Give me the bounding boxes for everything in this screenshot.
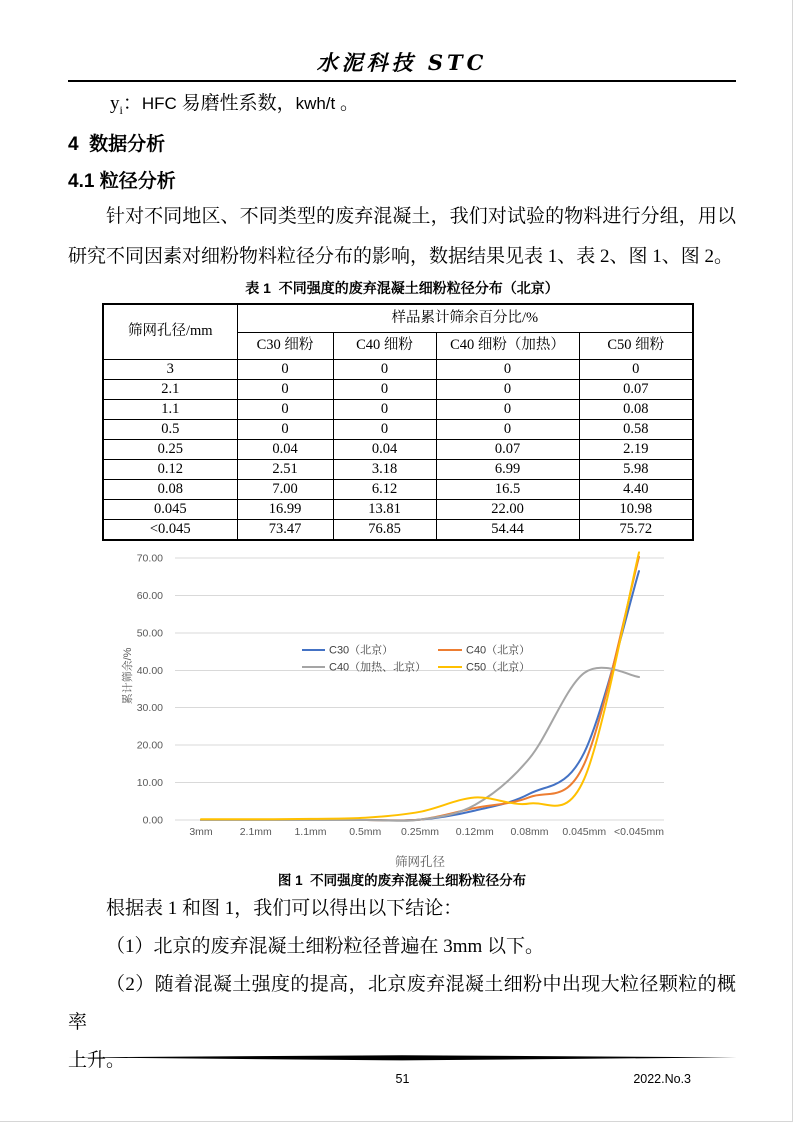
svg-text:2.1mm: 2.1mm <box>239 826 272 838</box>
column-header: C50 细粉 <box>579 332 693 359</box>
table-cell: 16.5 <box>436 479 579 499</box>
journal-title: 水泥科技 STC <box>316 50 488 75</box>
section-heading: 4 数据分析 <box>68 133 166 155</box>
table-cell: 0.04 <box>237 439 333 459</box>
table-cell: 4.40 <box>579 479 693 499</box>
table-cell: 0 <box>436 399 579 419</box>
table-cell: 7.00 <box>237 479 333 499</box>
table-cell: 0 <box>333 379 436 399</box>
unit-kwht: kwh/t <box>295 94 336 113</box>
table-row <box>103 459 693 479</box>
row-header-mesh-size: 0.045 <box>103 499 237 519</box>
row-header-mesh-size: 3 <box>103 359 237 379</box>
table-cell: 0.07 <box>579 379 693 399</box>
conclusion-line: （2）随着混凝土强度的提高，北京废弃混凝土细粉中出现大粒径颗粒的概率 <box>68 974 736 1033</box>
header-rule <box>68 80 736 82</box>
variable-subscript: i <box>119 102 123 117</box>
legend-label: C40（北京） <box>466 644 531 657</box>
table-cell: 0 <box>436 419 579 439</box>
conclusion-line: 上升。 <box>68 1050 126 1071</box>
column-header: C40 细粉（加热） <box>436 332 579 359</box>
intro-paragraph <box>68 197 736 277</box>
figure-caption: 图 1 不同强度的废弃混凝土细粉粒径分布 <box>277 873 527 888</box>
svg-text:0.12mm: 0.12mm <box>455 826 494 838</box>
y-gridlines <box>175 558 664 820</box>
table-cell: 2.51 <box>237 459 333 479</box>
period: 。 <box>335 93 360 114</box>
svg-text:20.00: 20.00 <box>136 739 163 752</box>
row-header-mesh-size: 0.25 <box>103 439 237 459</box>
x-tick-labels <box>189 826 664 838</box>
table-cell: 0.58 <box>579 419 693 439</box>
term-hfc: HFC <box>141 94 177 113</box>
table-cell: 0 <box>237 359 333 379</box>
svg-text:70.00: 70.00 <box>136 552 163 565</box>
table-row <box>103 439 693 459</box>
conclusion-line: 根据表 1 和图 1，我们可以得出以下结论： <box>106 898 463 919</box>
column-header-mesh-size: 筛网孔径/mm <box>103 304 237 360</box>
table-row <box>103 359 693 379</box>
legend-label: C30（北京） <box>329 644 394 657</box>
x-axis-title: 筛网孔径 <box>394 855 446 869</box>
row-header-mesh-size: 2.1 <box>103 379 237 399</box>
svg-text:0.00: 0.00 <box>142 814 163 827</box>
variable-symbol: y <box>110 93 120 114</box>
subsection-heading: 4.1 粒径分析 <box>68 170 176 192</box>
conclusion-line: （1）北京的废弃混凝土细粉粒径普遍在 3mm 以下。 <box>106 936 545 957</box>
svg-text:40.00: 40.00 <box>136 664 163 677</box>
row-header-mesh-size: 0.12 <box>103 459 237 479</box>
axis-titles <box>120 647 445 869</box>
figure-chart <box>0 542 793 874</box>
svg-text:0.5mm: 0.5mm <box>349 826 382 838</box>
y-axis-title: 累计筛余/% <box>122 647 134 705</box>
table-row <box>103 419 693 439</box>
definition-text: 易磨性系数， <box>176 93 296 114</box>
series-lines <box>201 552 639 820</box>
table-cell: 16.99 <box>237 499 333 519</box>
particle-size-table <box>102 303 694 541</box>
table-cell: 54.44 <box>436 519 579 540</box>
table-cell: 22.00 <box>436 499 579 519</box>
colon: ： <box>122 93 142 114</box>
svg-text:3mm: 3mm <box>189 826 213 838</box>
svg-text:30.00: 30.00 <box>136 702 163 715</box>
table-cell: 5.98 <box>579 459 693 479</box>
table-row <box>103 379 693 399</box>
paragraph-line: 针对不同地区、不同类型的废弃混凝土，我们对试验的物料进行分组，用以 <box>106 205 736 227</box>
table-cell: 2.19 <box>579 439 693 459</box>
svg-text:10.00: 10.00 <box>136 777 163 790</box>
svg-text:0.08mm: 0.08mm <box>510 826 549 838</box>
paragraph-line: 研究不同因素对细粉物料粒径分布的影响，数据结果见表 1、表 2、图 1、图 2。 <box>68 245 734 267</box>
table-cell: 0 <box>237 399 333 419</box>
row-header-mesh-size: <0.045 <box>103 519 237 540</box>
table-cell: 6.12 <box>333 479 436 499</box>
table-cell: 0.04 <box>333 439 436 459</box>
table-cell: 6.99 <box>436 459 579 479</box>
table-cell: 0 <box>333 419 436 439</box>
column-group-header: 样品累计筛余百分比/% <box>237 304 693 333</box>
table-cell: 0.08 <box>579 399 693 419</box>
variable-definition <box>68 93 736 121</box>
svg-text:1.1mm: 1.1mm <box>294 826 327 838</box>
table-cell: 0 <box>436 379 579 399</box>
chart-legend <box>302 643 530 674</box>
row-header-mesh-size: 1.1 <box>103 399 237 419</box>
table-row <box>103 399 693 419</box>
table-cell: 73.47 <box>237 519 333 540</box>
series-line <box>201 557 639 821</box>
table-cell: 3.18 <box>333 459 436 479</box>
svg-text:0.25mm: 0.25mm <box>401 826 439 838</box>
row-header-mesh-size: 0.08 <box>103 479 237 499</box>
svg-text:0.045mm: 0.045mm <box>562 826 607 838</box>
y-tick-labels <box>137 552 163 826</box>
page-number: 51 <box>395 1072 410 1086</box>
legend-label: C50（北京） <box>466 661 531 674</box>
table-cell: 76.85 <box>333 519 436 540</box>
row-header-mesh-size: 0.5 <box>103 419 237 439</box>
page-footer <box>68 1048 737 1088</box>
table-cell: 0 <box>237 419 333 439</box>
table-cell: 0 <box>333 359 436 379</box>
table-cell: 0 <box>579 359 693 379</box>
table-cell: 0 <box>436 359 579 379</box>
column-header: C40 细粉 <box>333 332 436 359</box>
table-row <box>103 499 693 519</box>
table-cell: 75.72 <box>579 519 693 540</box>
footer-rule <box>68 1055 737 1061</box>
legend-label: C40（加热、北京） <box>329 661 427 674</box>
table-row <box>103 519 693 540</box>
table-cell: 0 <box>333 399 436 419</box>
column-header: C30 细粉 <box>237 332 333 359</box>
svg-text:60.00: 60.00 <box>136 589 163 602</box>
table-row <box>103 479 693 499</box>
svg-text:50.00: 50.00 <box>136 627 163 640</box>
svg-text:<0.045mm: <0.045mm <box>614 826 664 838</box>
table-cell: 0 <box>237 379 333 399</box>
issue-label: 2022.No.3 <box>633 1072 691 1086</box>
table-caption: 表 1 不同强度的废弃混凝土细粉粒径分布（北京） <box>245 279 559 296</box>
table-cell: 10.98 <box>579 499 693 519</box>
table-cell: 13.81 <box>333 499 436 519</box>
table-cell: 0.07 <box>436 439 579 459</box>
